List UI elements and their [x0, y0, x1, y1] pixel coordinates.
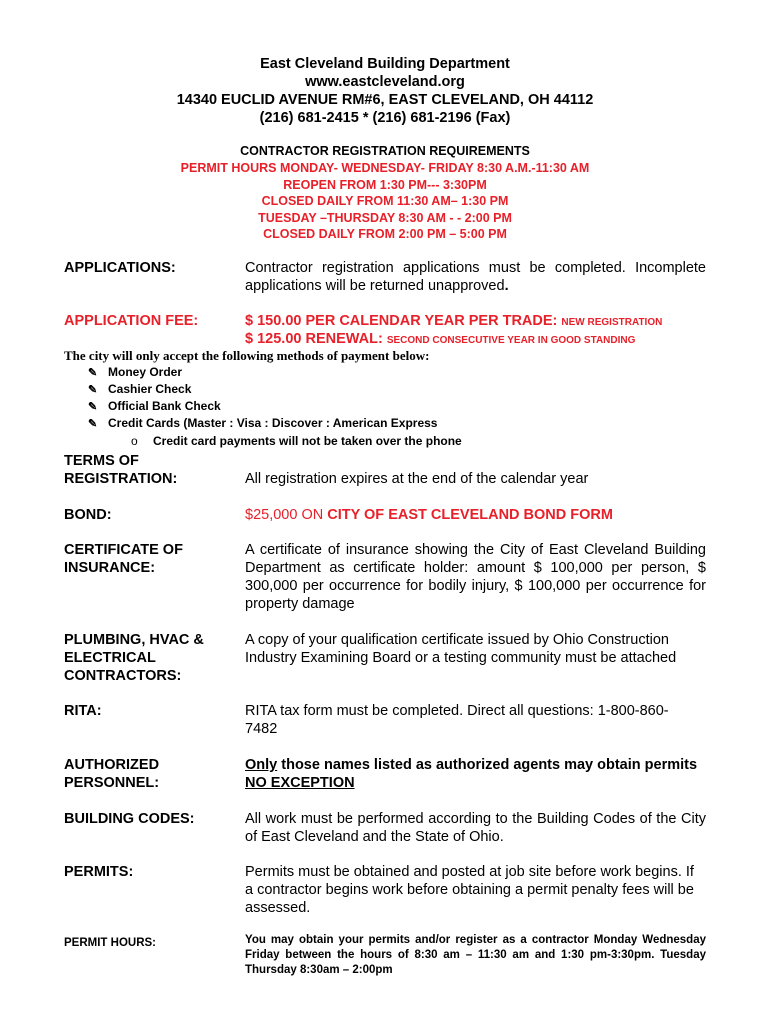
- trades-label-3: CONTRACTORS:: [64, 668, 182, 684]
- payment-method-credit-cards: ✎ Credit Cards (Master : Visa : Discover : American Express: [88, 415, 437, 433]
- terms-text: All registration expires at the end of the calendar year: [245, 471, 589, 487]
- personnel-label-2: PERSONNEL:: [64, 775, 160, 791]
- insurance-text: A certificate of insurance showing the City of East Cleveland Building Department as certificate holder: amount $ 100,000 per person, $ 300,000 per occurrence for bodily injury, $ 100,000 per occurrence for property damage: [245, 542, 706, 612]
- trades-text: A copy of your qualification certificate issued by Ohio Construction Industry Examining Board or a testing community must be attached: [245, 632, 677, 666]
- bond-label: BOND:: [64, 507, 112, 523]
- page-title: CONTRACTOR REGISTRATION REQUIREMENTS: [240, 144, 530, 158]
- hours-line-2: REOPEN FROM 1:30 PM--- 3:30PM: [283, 178, 487, 192]
- insurance-label-2: INSURANCE:: [64, 560, 156, 576]
- bond-text: $25,000 ON CITY OF EAST CLEVELAND BOND FORM: [245, 507, 613, 523]
- terms-label-1: TERMS OF: [64, 453, 139, 469]
- permit-hours-text: You may obtain your permits and/or register as a contractor Monday Wednesday Friday between the hours of 8:30 am – 11:30 am and 1:30 pm-3:30pm. Tuesday Thursday 8:30am – 2:00pm: [245, 934, 706, 976]
- trades-label-1: PLUMBING, HVAC &: [64, 632, 204, 648]
- header-website: www.eastcleveland.org: [305, 74, 465, 90]
- permit-hours-label: PERMIT HOURS:: [64, 937, 156, 949]
- checkbox-bullet-icon: ✎: [88, 418, 98, 430]
- payment-sub-note: o Credit card payments will not be taken over the phone: [131, 434, 462, 448]
- checkbox-bullet-icon: ✎: [88, 367, 98, 379]
- header-phone: (216) 681-2415 * (216) 681-2196 (Fax): [259, 110, 511, 126]
- hours-line-4: TUESDAY –THURSDAY 8:30 AM - - 2:00 PM: [258, 211, 512, 225]
- personnel-label-1: AUTHORIZED: [64, 757, 160, 773]
- circle-bullet-icon: o: [131, 434, 138, 448]
- insurance-label-1: CERTIFICATE OF: [64, 542, 183, 558]
- application-fee-label: APPLICATION FEE:: [64, 313, 199, 329]
- terms-label-2: REGISTRATION:: [64, 471, 178, 487]
- fee-line-1: $ 150.00 PER CALENDAR YEAR PER TRADE: NEW REGISTRATION: [245, 313, 663, 329]
- hours-line-3: CLOSED DAILY FROM 11:30 AM– 1:30 PM: [261, 194, 509, 208]
- permits-text: Permits must be obtained and posted at job site before work begins. If a contractor begins work before obtaining a permit penalty fees will be assessed.: [245, 864, 694, 916]
- header-org: East Cleveland Building Department: [260, 56, 510, 72]
- hours-line-5: CLOSED DAILY FROM 2:00 PM – 5:00 PM: [263, 227, 507, 241]
- payment-intro: The city will only accept the following methods of payment below:: [64, 348, 430, 363]
- applications-label: APPLICATIONS:: [64, 260, 176, 276]
- checkbox-bullet-icon: ✎: [88, 384, 98, 396]
- header-address: 14340 EUCLID AVENUE RM#6, EAST CLEVELAND, OH 44112: [176, 92, 594, 108]
- personnel-text: Only those names listed as authorized agents may obtain permits NO EXCEPTION: [245, 757, 698, 791]
- permits-label: PERMITS:: [64, 864, 134, 880]
- building-codes-label: BUILDING CODES:: [64, 811, 195, 827]
- payment-method-cashier-check: ✎ Cashier Check: [88, 381, 191, 399]
- trades-label-2: ELECTRICAL: [64, 650, 156, 666]
- payment-method-bank-check: ✎ Official Bank Check: [88, 398, 221, 416]
- payment-method-money-order: ✎ Money Order: [88, 364, 182, 382]
- fee-line-2: $ 125.00 RENEWAL: SECOND CONSECUTIVE YEAR IN GOOD STANDING: [245, 331, 636, 347]
- applications-text: Contractor registration applications must be completed. Incomplete applications will be returned unapproved.: [245, 260, 706, 294]
- checkbox-bullet-icon: ✎: [88, 401, 98, 413]
- building-codes-text: All work must be performed according to the Building Codes of the City of East Cleveland and the State of Ohio.: [245, 811, 706, 845]
- rita-text: RITA tax form must be completed. Direct all questions: 1-800-860-7482: [245, 703, 669, 737]
- rita-label: RITA:: [64, 703, 102, 719]
- hours-line-1: PERMIT HOURS MONDAY- WEDNESDAY- FRIDAY 8:30 A.M.-11:30 AM: [180, 161, 590, 175]
